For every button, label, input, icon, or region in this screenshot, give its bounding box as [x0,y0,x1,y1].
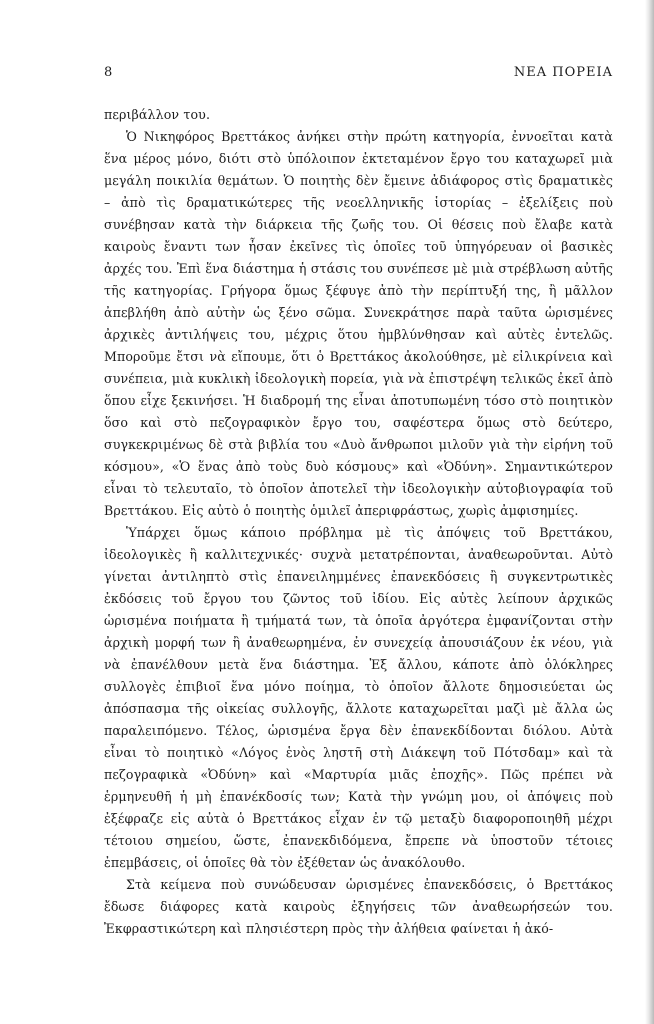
paragraph: Στὰ κείμενα ποὺ συνώδευσαν ὡρισμένες ἐπανεκδόσεις, ὁ Βρεττάκος ἔδωσε διάφορες κατὰ καιροὺς ἐξηγήσεις τῶν ἀναθεωρήσεών του. Ἐκφραστικώτερη καὶ πλησιέστερη πρὸς τὴν ἀλήθεια φαίνεται ἡ ἀκό- [104,877,613,936]
page-number: 8 [104,65,113,80]
paragraph: Ὁ Νικηφόρος Βρεττάκος ἀνήκει στὴν πρώτη κατηγορία, ἐννοεῖται κατὰ ἕνα μέρος μόνο, διότι στὸ ὑπόλοιπον ἐκτεταμένον ἔργο του καταχωρεῖ μιὰ μεγάλη ποικιλία θεμάτων. Ὁ ποιητὴς δὲν ἔμεινε ἀδιάφορος στὶς δραματικὲς – ἀπὸ τὶς δραματικώτερες τῆς νεοελληνικῆς ἱστορίας – ἐξελίξεις ποὺ συνέβησαν κατὰ τὴν διάρκεια τῆς ζωῆς του. Οἱ θέσεις ποὺ ἔλαβε κατὰ καιροὺς ἔναντι των ἦσαν ἐκεῖνες τὶς ὁποῖες τοῦ ὑπηγόρευαν οἱ βασικὲς ἀρχές του. Ἐπὶ ἕνα διάστημα ἡ στάσις του συνέπεσε μὲ μιὰ στρέβλωση αὐτῆς τῆς κατηγορίας. Γρήγορα ὅμως ξέφυγε ἀπὸ τὴν περίπτυξή της, ἢ μᾶλλον ἀπεβλήθη ἀπὸ αὐτὴν ὡς ξένο σῶμα. Συνεκράτησε παρὰ ταῦτα ὡρισμένες ἀρχικὲς ἀντιλήψεις του, μέχρις ὅτου ἠμβλύνθησαν καὶ αὐτὲς ἐντελῶς. Μποροῦμε ἔτσι νὰ εἴπουμε, ὅτι ὁ Βρεττάκος ἀκολούθησε, μὲ εἰλικρίνεια καὶ συνέπεια, μιὰ κυκλικὴ ἰδεολογικὴ πορεία, γιὰ νὰ ἐπιστρέψη τελικῶς ἐκεῖ ἀπὸ ὅπου εἶχε ξεκινήσει. Ἡ διαδρομή της εἶναι ἀποτυπωμένη τόσο στὸ ποιητικὸν ὅσο καὶ στὸ πεζογραφικὸν ἔργο του, σαφέστερα ὅμως στὸ δεύτερο, συγκεκριμένως δὲ στὰ βιβλία του «Δυὸ ἄνθρωποι μιλοῦν γιὰ τὴν εἰρήνη τοῦ κόσμου», «Ὁ ἕνας ἀπὸ τοὺς δυὸ κόσμους» καὶ «Ὀδύνη». Σημαντικώτερον εἶναι τὸ τελευταῖο, τὸ ὁποῖον ἀποτελεῖ τὴν ἰδεολογικὴν αὐτοβιογραφία τοῦ Βρεττάκου. Εἰς αὐτὸ ὁ ποιητὴς ὁμιλεῖ ἀπεριφράστως, χωρὶς ἀμφισημίες. [104,129,613,518]
running-title: ΝΕΑ ΠΟΡΕΙΑ [513,65,613,80]
page-edge-shadow [645,0,654,1024]
paragraph: Ὑπάρχει ὅμως κάποιο πρόβλημα μὲ τὶς ἀπόψεις τοῦ Βρεττάκου, ἰδεολογικὲς ἢ καλλιτεχνικές· συχνὰ μετατρέπονται, ἀναθεωροῦνται. Αὐτὸ γίνεται ἀντιληπτὸ στὶς ἐπανειλημμένες ἐπανεκδόσεις ἢ συγκεντρωτικὲς ἐκδόσεις τοῦ ἔργου του ζῶντος τοῦ ἰδίου. Εἰς αὐτὲς λείπουν ἀρχικῶς ὡρισμένα ποιήματα ἢ τμήματά των, τὰ ὁποῖα ἀργότερα ἐμφανίζονται στὴν ἀρχικὴ μορφή των ἢ ἀναθεωρημένα, ἐν συνεχείᾳ ἀπουσιάζουν ἐκ νέου, γιὰ νὰ ἐπανέλθουν μετὰ ἕνα διάστημα. Ἐξ ἄλλου, κάποτε ἀπὸ ὁλόκληρες συλλογὲς ἐπιβιοῖ ἕνα μόνο ποίημα, τὸ ὁποῖον ἄλλοτε δημοσιεύεται ὡς ἀπόσπασμα τῆς οἰκείας συλλογῆς, ἄλλοτε καταχωρεῖται μαζὶ μὲ ἄλλα ὡς παραλειπόμενο. Τέλος, ὡρισμένα ἔργα δὲν ἐπανεκδίδονται διόλου. Αὐτὰ εἶναι τὸ ποιητικὸ «Λόγος ἑνὸς ληστῆ στὴ Διάκεψη τοῦ Πότσδαμ» καὶ τὰ πεζογραφικὰ «Ὀδύνη» καὶ «Μαρτυρία μιᾶς ἐποχῆς». Πῶς πρέπει νὰ ἑρμηνευθῆ ἡ μὴ ἐπανέκδοσίς των; Κατὰ τὴν γνώμη μου, οἱ ἀπόψεις ποὺ ἐξέφραζε εἰς αὐτὰ ὁ Βρεττάκος εἶχαν ἐν τῷ μεταξὺ διαφοροποιηθῆ μέχρι τέτοιου σημείου, ὥστε, ἐπανεκδιδόμενα, ἔπρεπε νὰ ὑποστοῦν τέτοιες ἐπεμβάσεις, οἱ ὁποῖες θὰ τὸν ἐξέθεταν ὡς ἀνακόλουθο. [104,525,613,870]
page-header [104,65,613,83]
body-text [104,104,613,940]
paragraph-continuation: περιβάλλον του. [104,107,211,122]
